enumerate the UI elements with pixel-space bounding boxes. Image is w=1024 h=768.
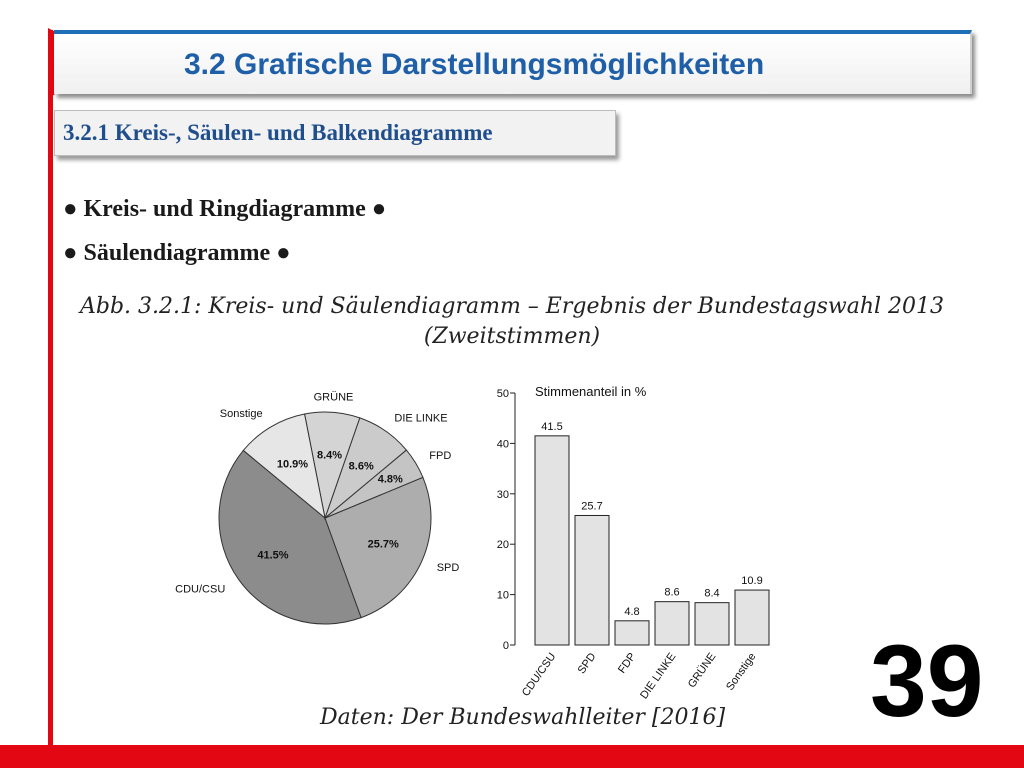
y-tick-label: 0 xyxy=(502,640,509,652)
bar-value-label-fdp: 4.8 xyxy=(624,605,640,618)
bottom-bar xyxy=(0,745,1024,768)
y-tick-label: 20 xyxy=(496,539,509,552)
bar-category-label-cdu-csu: CDU/CSU xyxy=(519,650,559,699)
pie-category-label-die-linke: DIE LINKE xyxy=(394,412,448,425)
bullet-saeulen: ● Säulendiagramme ● xyxy=(63,240,291,266)
section-subtitle: 3.2.1 Kreis-, Säulen- und Balkendiagramme xyxy=(63,120,493,145)
bar-value-label-gr-ne: 8.4 xyxy=(704,587,720,600)
page-number: 39 xyxy=(870,624,984,738)
pie-value-label-spd: 25.7% xyxy=(367,538,399,551)
pie-value-label-fpd: 4.8% xyxy=(377,473,403,486)
pie-value-label-sonstige: 10.9% xyxy=(276,458,309,471)
page-title: 3.2 Grafische Darstellungsmöglichkeiten xyxy=(184,48,765,81)
bar-category-label-fdp: FDP xyxy=(616,650,639,676)
bar-fdp xyxy=(615,621,649,645)
bar-chart-title: Stimmenanteil in % xyxy=(535,384,647,399)
figure-caption-line2: (Zweitstimmen) xyxy=(423,324,601,349)
bar-category-label-die-linke: DIE LINKE xyxy=(638,650,679,702)
bar-value-label-spd: 25.7 xyxy=(581,500,603,513)
y-tick-label: 50 xyxy=(496,388,509,400)
figure-caption-line1: Abb. 3.2.1: Kreis- und Säulendiagramm – Ergebnis der Bundestagswahl 2013 xyxy=(79,294,945,319)
bar-spd xyxy=(575,515,609,645)
pie-value-label-cdu-csu: 41.5% xyxy=(257,549,289,562)
pie-category-label-cdu-csu: CDU/CSU xyxy=(175,583,226,596)
bar-cdu-csu xyxy=(535,436,569,645)
pie-value-label-gr-ne: 8.4% xyxy=(316,449,343,462)
pie-category-label-spd: SPD xyxy=(436,562,460,575)
y-tick-label: 40 xyxy=(496,438,509,451)
data-source: Daten: Der Bundeswahlleiter [2016] xyxy=(320,705,726,730)
pie-category-label-gr-ne: GRÜNE xyxy=(313,391,354,404)
bar-category-label-sonstige: Sonstige xyxy=(724,650,759,693)
y-tick-label: 30 xyxy=(496,488,509,501)
bar-value-label-die-linke: 8.6 xyxy=(664,586,680,599)
bar-category-label-gr-ne: GRÜNE xyxy=(685,650,719,691)
pie-value-label-die-linke: 8.6% xyxy=(348,460,374,473)
y-tick-label: 10 xyxy=(496,589,509,602)
pie-category-label-fpd: FPD xyxy=(429,449,452,462)
bullet-kreis-ring: ● Kreis- und Ringdiagramme ● xyxy=(63,196,387,222)
pie-category-label-sonstige: Sonstige xyxy=(219,408,263,421)
bar-value-label-cdu-csu: 41.5 xyxy=(541,420,563,433)
bar-die-linke xyxy=(655,602,689,645)
bar-gr-ne xyxy=(695,603,729,645)
bar-value-label-sonstige: 10.9 xyxy=(741,575,763,588)
bar-sonstige xyxy=(735,590,769,645)
bar-category-label-spd: SPD xyxy=(575,650,599,677)
